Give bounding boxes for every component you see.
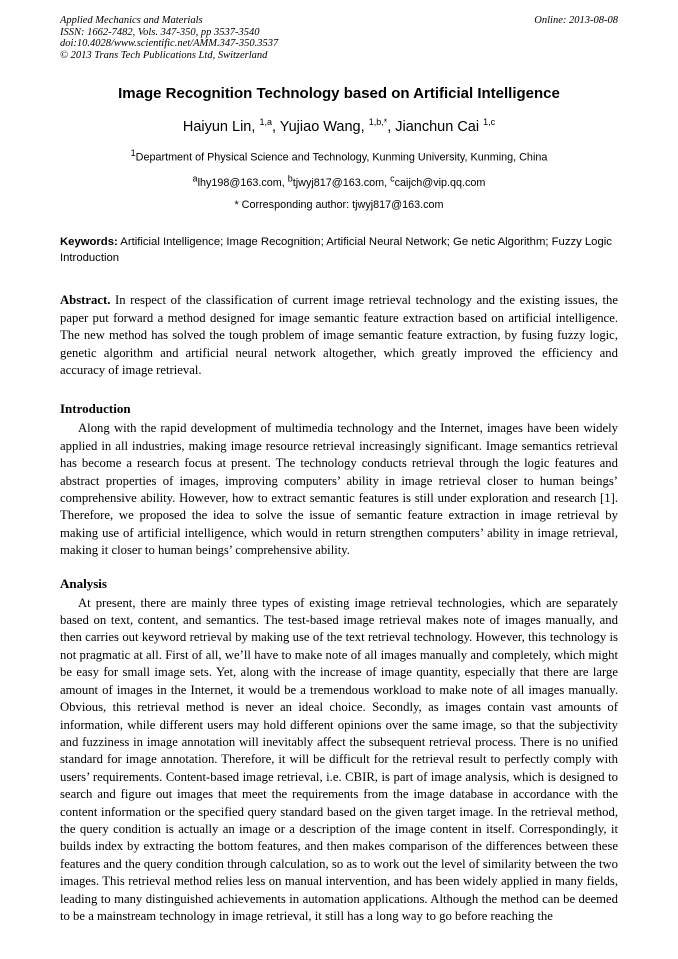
journal-info: [60, 15, 278, 61]
section-analysis: [60, 576, 618, 926]
section-heading: Introduction: [60, 401, 131, 417]
affiliation-text: Department of Physical Science and Technology, Kunming University, Kunming, China: [135, 151, 548, 164]
author-superscript: 1,a: [259, 117, 272, 128]
affiliation-line: [60, 148, 618, 164]
section-paragraph: Along with the rapid development of multimedia technology and the Internet, images have been widely applied in all industries, making image resource retrieval increasingly significant. Image semantics retrieval has become a research focus at present. The technology conducts retrieval through the logic features and abstract properties of images, improving computers’ ability in image retrieval closer to human beings’ comprehensive ability. However, how to extract semantic features is still under exploration and research [1]. Therefore, we proposed the idea to solve the issue of semantic feature extraction in image retrieval by making use of artificial intelligence, which would in return strengthen computers’ ability in image retrieval, making it closer to human beings’ comprehensive ability.: [60, 421, 618, 558]
author: Jianchun Cai $^{1,c}$: [395, 117, 496, 136]
emails-line: [60, 174, 618, 190]
journal-header: [60, 15, 618, 61]
email-superscript: c: [390, 173, 395, 184]
author-email: $^b$tjwyj817@163.com,: [287, 173, 391, 190]
authors-line: [60, 117, 618, 135]
keywords-label: Keywords:: [60, 236, 118, 249]
journal-doi-line: doi:10.4028/www.scientific.net/AMM.347-350.3537: [60, 38, 279, 50]
email-superscript: b: [287, 173, 293, 184]
keywords-text: Artificial Intelligence; Image Recognition; Artificial Neural Network; Ge netic Algorithm; Fuzzy Logic Introduction: [60, 236, 612, 264]
journal-issn-line: ISSN: 1662-7482, Vols. 347-350, pp 3537-3540: [60, 26, 260, 38]
author-superscript: 1,c: [483, 117, 496, 128]
journal-name: Applied Mechanics and Materials: [60, 15, 203, 26]
author-email: $^a$lhy198@163.com,: [192, 173, 288, 190]
paper-title: Image Recognition Technology based on Artificial Intelligence: [118, 85, 560, 103]
email-superscript: a: [192, 173, 198, 184]
keywords-block: [60, 235, 618, 266]
section-introduction: [60, 401, 618, 559]
affiliation-superscript: 1: [130, 148, 136, 159]
author: Yujiao Wang, $^{1,b,*}$,: [279, 117, 396, 136]
section-paragraph: At present, there are mainly three types of existing image retrieval technologies, which are separately based on text, content, and semantics. The test-based image retrieval makes note of images manually, and then carries out keyword retrieval by making use of the text retrieval technology. However, this technology is not pragmatic at all. First of all, we’ll have to make note of all images manually and completely, which might be easy for small image sets. Yet, along with the increase of image quantity, especially that there are large amount of images in the Internet, it would be a tremendous workload to make note of all images manually. Obvious, this retrieval method is never an ideal choice. Secondly, as images contain vast amounts of information, while different users may hold different opinions over the same image, so that the subjectivity and fuzziness in image annotation will inevitably affect the subsequent retrieval process. There is no unified standard for image annotation. Therefore, it will be difficult for the retrieval result to perfectly comply with users’ requirements. Content-based image retrieval, i.e. CBIR, is part of image analysis, which is designed to search and figure out images that meet the requirements from the image database in accordance with the content information or the specified query standard based on the given target image. In the retrieval method, the query condition is actually an image or a description of the image content in itself. Correspondingly, it builds index by extracting the bottom features, and then makes comparison of the differences between these features and the query condition through calculation, so as to work out the level of similarity between the two images. This retrieval method relies less on manual intervention, and has been widely applied in many fields, leading to many distinguished achievements in automation applications. Although the method can be deemed to be a mainstream technology in image retrieval, it still has a long way to go before reaching the: [60, 595, 618, 923]
section-heading: Analysis: [60, 575, 107, 591]
online-date: Online: 2013-08-08: [534, 15, 618, 26]
author-superscript: 1,b,*: [368, 117, 388, 128]
abstract-label: Abstract.: [60, 293, 111, 308]
abstract-text: In respect of the classification of current image retrieval technology and the existing issues, the paper put forward a method designed for image semantic feature extraction based on artificial intelligence. The new method has solved the tough problem of image semantic feature extraction, by fusing fuzzy logic, genetic algorithm and artificial neural network altogether, which greatly improved the efficiency and accuracy of image retrieval.: [60, 293, 618, 378]
corresponding-author-line: * Corresponding author: tjwyj817@163.com: [234, 199, 444, 212]
journal-copyright-line: © 2013 Trans Tech Publications Ltd, Switzerland: [60, 49, 268, 61]
author-email: $^c$caijch@vip.qq.com: [390, 173, 486, 190]
author: Haiyun Lin, $^{1,a}$,: [182, 117, 280, 136]
abstract-block: [60, 292, 618, 379]
